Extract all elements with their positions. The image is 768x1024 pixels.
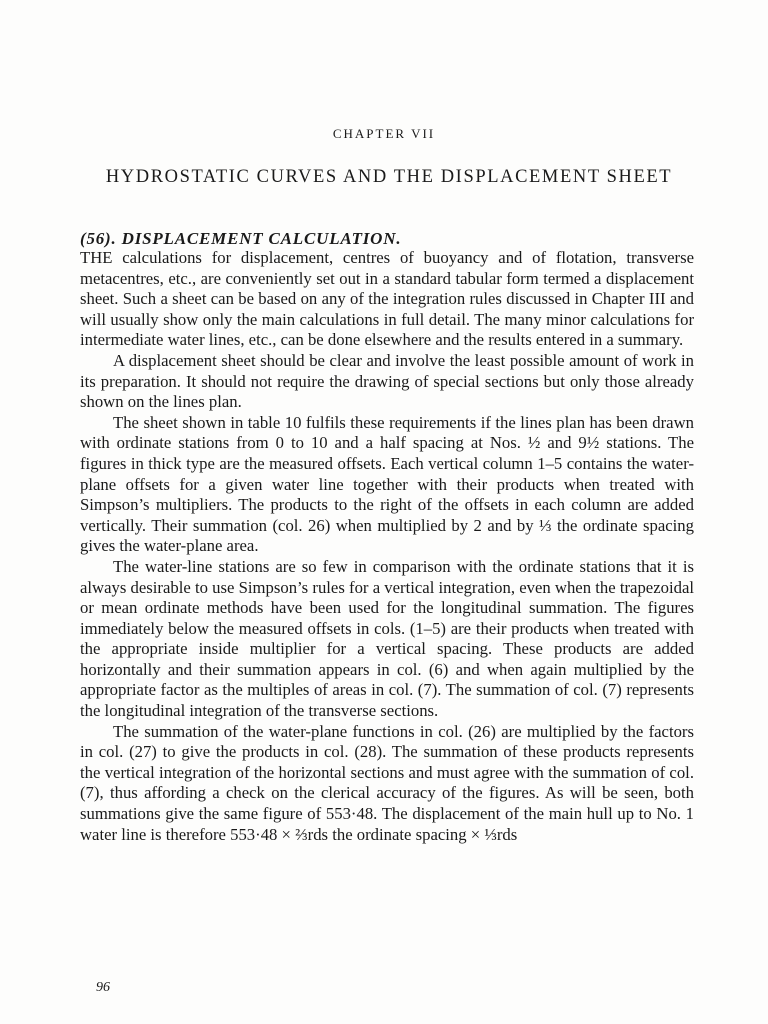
chapter-label: CHAPTER VII xyxy=(332,126,436,141)
chapter-title: HYDROSTATIC CURVES AND THE DISPLACEMENT SHEET xyxy=(105,167,673,187)
page-number: 96 xyxy=(96,980,110,995)
paragraph-2: A displacement sheet should be clear and involve the least possible amount of work in its preparation. It should not require the drawing of special sections but only those already shown on the lines plan. xyxy=(80,350,694,412)
paragraph-5: The summation of the water-plane functions in col. (26) are multiplied by the factors in col. (27) to give the products in col. (28). The summation of these products represents the vertical integration of the horizontal sections and must agree with the summation of col. (7), thus affording a check on the clerical accuracy of the figures. As will be seen, both summations give the same figure of 553·48. The displacement of the main hull up to No. 1 water line is therefore 553·48 × ⅔rds the ordinate spacing × ⅓rds xyxy=(80,721,694,844)
section-heading: (56). DISPLACEMENT CALCULATION. xyxy=(80,229,402,248)
body-text xyxy=(80,248,694,845)
paragraph-1: THE calculations for displacement, centres of buoyancy and of flotation, transverse metacentres, etc., are conveniently set out in a standard tabular form termed a displacement sheet. Such a sheet can be based on any of the integration rules discussed in Chapter III and will usually show only the main calculations in full detail. The many minor calculations for intermediate water lines, etc., can be done elsewhere and the results entered in a summary. xyxy=(80,248,694,350)
paragraph-4: The water-line stations are so few in comparison with the ordinate stations that it is always desirable to use Simpson’s rules for a vertical integration, even when the trapezoidal or mean ordinate methods have been used for the longitudinal summation. The figures immediately below the measured offsets in cols. (1–5) are their products when treated with the appropriate inside multiplier for a vertical spacing. These products are added horizontally and their summation appears in col. (6) and when again multiplied by the appropriate factor as the multiples of areas in col. (7). The summation of col. (7) represents the longitudinal integration of the transverse sections. xyxy=(80,556,694,721)
paragraph-3: The sheet shown in table 10 fulfils these requirements if the lines plan has been drawn with ordinate stations from 0 to 10 and a half spacing at Nos. ½ and 9½ stations. The figures in thick type are the measured offsets. Each vertical column 1–5 contains the water-plane offsets for a given water line together with their products when treated with Simpson’s multipliers. The products to the right of the offsets in each column are added vertically. Their summation (col. 26) when multiplied by 2 and by ⅓ the ordinate spacing gives the water-plane area. xyxy=(80,412,694,556)
